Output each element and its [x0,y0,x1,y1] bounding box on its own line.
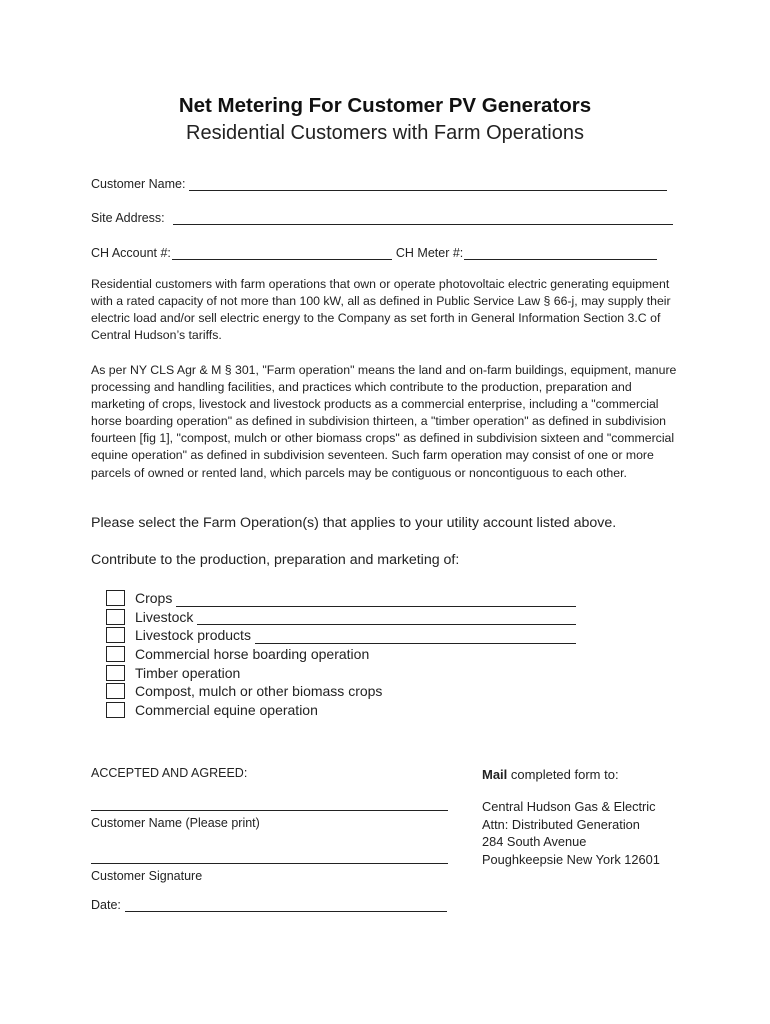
mail-line: Poughkeepsie New York 12601 [482,852,660,868]
customer-signature-input[interactable] [91,862,448,864]
option-label: Timber operation [135,664,241,681]
mail-heading-bold: Mail [482,767,508,782]
customer-name-label: Customer Name: [91,177,186,191]
option-timber [106,663,576,682]
mail-heading-rest: completed form to: [507,767,619,782]
option-compost [106,682,576,701]
option-label: Crops [135,590,173,607]
customer-signature-label: Customer Signature [91,869,203,883]
date-field [91,898,451,912]
customer-name-print-label: Customer Name (Please print) [91,816,260,830]
customer-name-print-input[interactable] [91,809,448,811]
intro-text: Residential customers with farm operations that own or operate photovoltaic electric generating equipment with a rated capacity of not more than 100 kW, all as defined in Public Service Law § 66-j, may supply their electric load and/or sell electric energy to the Company as set forth in General Information Section 3.C of Central Hudson’s tariffs. [91,277,671,343]
option-label: Compost, mulch or other biomass crops [135,683,383,700]
contribute-prompt: Contribute to the production, preparation and marketing of: [91,552,460,568]
ch-account-input[interactable] [172,247,392,260]
signature-block [91,766,451,912]
definition-text: As per NY CLS Agr & M § 301, "Farm operation" means the land and on-farm buildings, equipment, manure processing and handling facilities, and practices which contribute to the production, preparation and marketing of crops, livestock and livestock products as a commercial enterprise, including a "commercial horse boarding operation" as defined in subdivision thirteen, a "timber operation" as defined in subdivision fourteen [fig 1], "compost, mulch or other biomass crops" as defined in subdivision sixteen and "commercial equine operation" as defined in subdivision seventeen. Such farm operation may consist of one or more parcels of owned or rented land, which parcels may be contiguous or noncontiguous to each other. [91,363,677,480]
timber-checkbox[interactable] [106,665,125,681]
option-label: Livestock [135,608,194,625]
mail-line: Central Hudson Gas & Electric [482,798,656,814]
crops-detail-input[interactable] [176,594,576,607]
mail-heading [482,766,660,784]
option-equine [106,701,576,720]
livestock-detail-input[interactable] [197,612,576,625]
crops-checkbox[interactable] [106,590,125,606]
customer-name-field [91,177,667,191]
option-horse-boarding [106,645,576,664]
livestock-checkbox[interactable] [106,609,125,625]
livestock-products-detail-input[interactable] [255,631,576,644]
page-title: Net Metering For Customer PV Generators [178,94,592,117]
mail-to-block [482,766,660,869]
ch-meter-input[interactable] [464,247,657,260]
compost-checkbox[interactable] [106,683,125,699]
account-meter-field [91,246,657,260]
intro-paragraph [91,276,683,344]
date-input[interactable] [125,899,447,912]
select-prompt: Please select the Farm Operation(s) that applies to your utility account listed above. [91,515,617,531]
farm-operation-options [106,589,576,719]
ch-meter-label: CH Meter #: [395,246,464,260]
equine-checkbox[interactable] [106,702,125,718]
mail-address [482,798,660,869]
option-livestock [106,608,576,627]
page-subtitle: Residential Customers with Farm Operations [186,122,584,144]
mail-line: 284 South Avenue [482,834,587,850]
accepted-label: ACCEPTED AND AGREED: [91,766,248,780]
site-address-field [91,211,673,225]
ch-account-label: CH Account #: [91,246,171,260]
option-label: Commercial horse boarding operation [135,646,370,663]
option-livestock-products [106,626,576,645]
mail-line: Attn: Distributed Generation [482,816,640,832]
site-address-label: Site Address: [91,211,165,225]
definition-paragraph [91,362,683,482]
option-label: Commercial equine operation [135,701,318,718]
date-label: Date: [91,898,121,912]
option-crops [106,589,576,608]
livestock-products-checkbox[interactable] [106,627,125,643]
horse-boarding-checkbox[interactable] [106,646,125,662]
option-label: Livestock products [135,627,251,644]
site-address-input[interactable] [173,212,673,225]
customer-name-input[interactable] [189,178,667,191]
